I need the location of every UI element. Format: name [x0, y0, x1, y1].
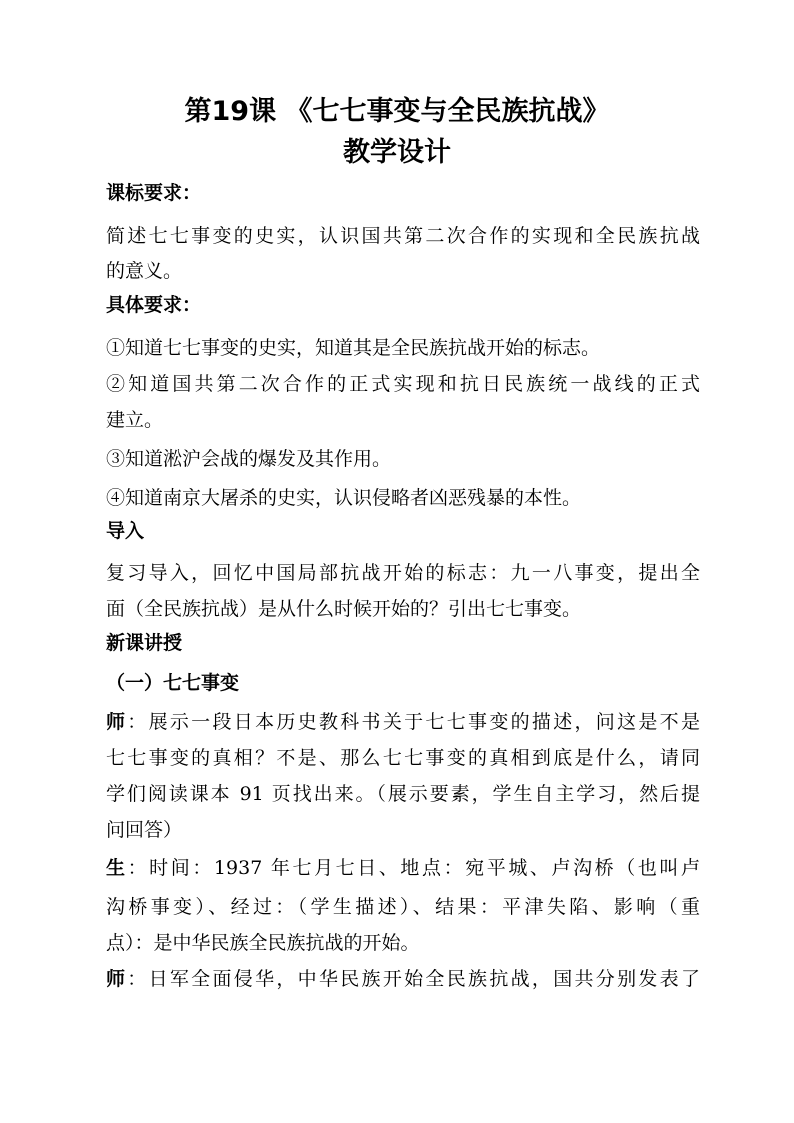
- teacher-paragraph-2-text-1: ：日军全面侵华，中华民族开始全民族抗战，国共分别发表了: [127, 968, 700, 990]
- student-paragraph-text-1: ：时间：1937 年七月七日、地点：宛平城、卢沟桥（也叫卢: [127, 857, 700, 879]
- student-paragraph-line-3: 点）：是中华民族全民族抗战的开始。: [106, 932, 420, 954]
- teacher-paragraph-1-text-1: ：展示一段日本历史教科书关于七七事变的描述，问这是不是: [127, 711, 700, 733]
- teacher-label: 师: [106, 711, 128, 733]
- specific-requirement-1: ①知道七七事变的史实，知道其是全民族抗战开始的标志。: [106, 337, 601, 359]
- document-title: 第19课 《七七事变与全民族抗战》: [184, 96, 610, 127]
- section-one-heading: （一）七七事变: [106, 672, 240, 694]
- teacher-paragraph-1-line-4: 问回答）: [106, 819, 183, 841]
- document-subtitle: 教学设计: [343, 137, 451, 168]
- teacher-paragraph-1-line-1: [106, 709, 700, 735]
- curriculum-requirements-line-1: 简述七七事变的史实，认识国共第二次合作的实现和全民族抗战: [106, 225, 700, 247]
- introduction-line-2: 面（全民族抗战）是从什么时候开始的？引出七七事变。: [106, 598, 582, 620]
- introduction-line-1: 复习导入，回忆中国局部抗战开始的标志：九一八事变，提出全: [106, 562, 700, 584]
- specific-requirement-3: ③知道淞沪会战的爆发及其作用。: [106, 448, 392, 470]
- specific-requirement-2-line-2: 建立。: [106, 409, 164, 431]
- student-paragraph-line-1: [106, 855, 700, 881]
- specific-requirement-4: ④知道南京大屠杀的史实，认识侵略者凶恶残暴的本性。: [106, 487, 582, 509]
- curriculum-requirements-heading: 课标要求：: [106, 182, 202, 204]
- specific-requirement-2-line-1: ②知道国共第二次合作的正式实现和抗日民族统一战线的正式: [106, 373, 700, 395]
- student-paragraph-line-2: 沟桥事变）、经过：（学生描述）、结果：平津失陷、影响（重: [106, 896, 700, 918]
- specific-requirements-heading: 具体要求：: [106, 294, 202, 316]
- new-lesson-heading: 新课讲授: [106, 632, 183, 654]
- teacher-paragraph-1-line-3: 学们阅读课本 91 页找出来。（展示要素，学生自主学习，然后提: [106, 783, 700, 805]
- teacher-paragraph-2-line-1: [106, 966, 700, 992]
- curriculum-requirements-line-2: 的意义。: [106, 260, 183, 282]
- introduction-heading: 导入: [106, 520, 145, 542]
- student-label: 生: [106, 857, 128, 879]
- teacher-label-2: 师: [106, 968, 128, 990]
- teacher-paragraph-1-line-2: 七七事变的真相？不是、那么七七事变的真相到底是什么，请同: [106, 747, 700, 769]
